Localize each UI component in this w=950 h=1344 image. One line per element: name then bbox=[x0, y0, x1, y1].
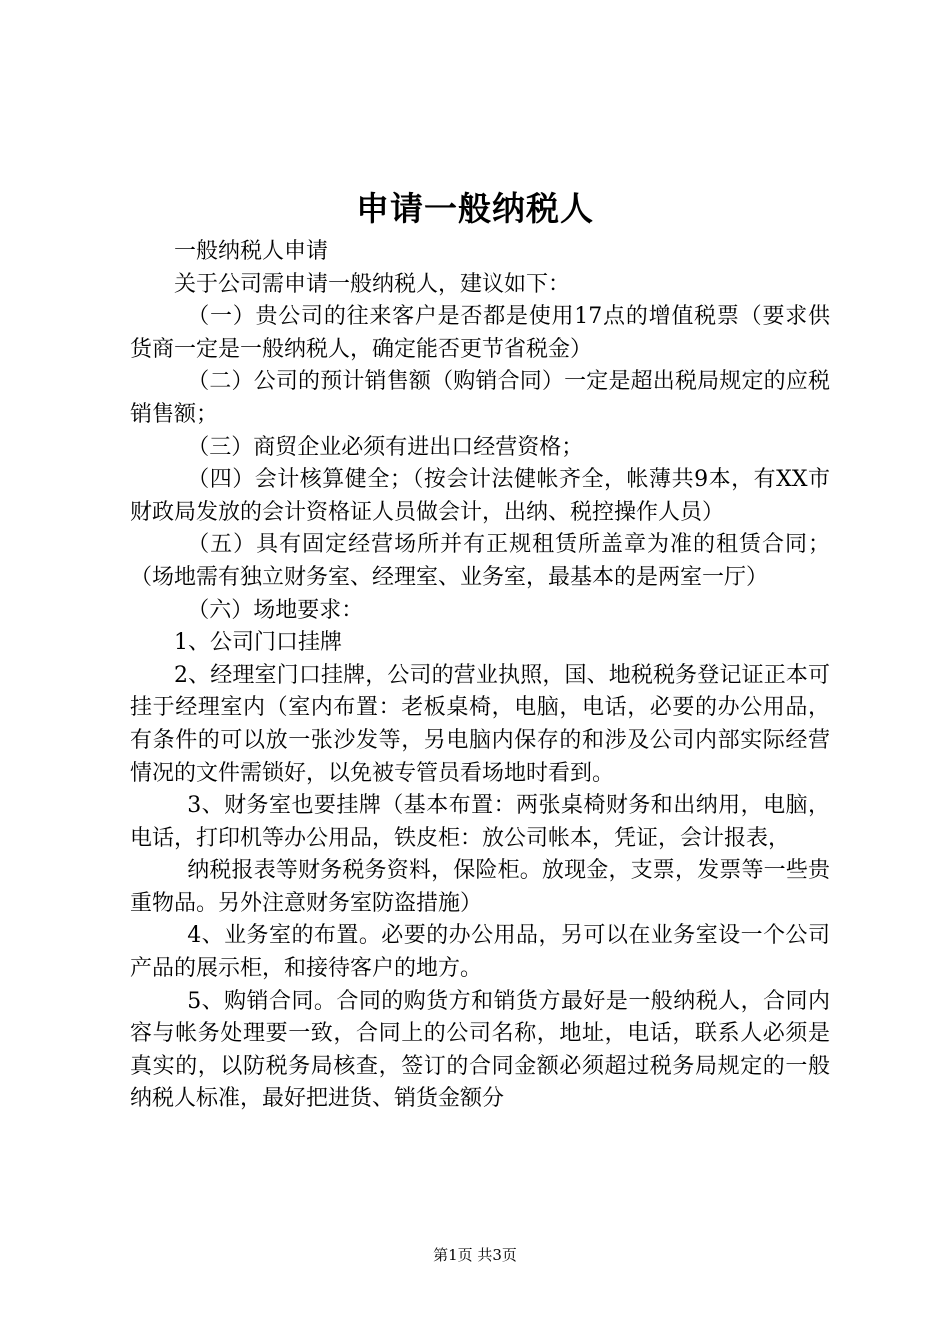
paragraph-sub-1: 1、公司门口挂牌 bbox=[174, 630, 342, 656]
paragraph-item-5: （五）具有固定经营场所并有正规租赁所盖章为准的租赁合同；（场地需有独立财务室、经理室、业务室，最基本的是两室一厅） bbox=[130, 532, 830, 590]
paragraph-sub-3-cont: 纳税报表等财务税务资料，保险柜。放现金，支票，发票等一些贵重物品。另外注意财务室防盗措施） bbox=[130, 858, 830, 916]
page-footer: 第1页 共3页 bbox=[433, 1246, 517, 1264]
paragraph-item-6: （六）场地要求： bbox=[187, 597, 364, 623]
paragraph-sub-5: 5、购销合同。合同的购货方和销货方最好是一般纳税人，合同内容与帐务处理要一致，合同上的公司名称，地址，电话，联系人必须是真实的，以防税务局核查，签订的合同金额必须超过税务局规定的一般纳税人标准，最好把进货、销货金额分 bbox=[130, 988, 830, 1112]
paragraph-subtitle: 一般纳税人申请 bbox=[174, 239, 329, 264]
paragraph-item-4: （四）会计核算健全；（按会计法健帐齐全，帐薄共9本，有XX市财政局发放的会计资格证人员做会计，出纳、税控操作人员） bbox=[130, 467, 830, 525]
paragraph-item-2: （二）公司的预计销售额（购销合同）一定是超出税局规定的应税销售额； bbox=[130, 369, 830, 427]
paragraph-intro: 关于公司需申请一般纳税人，建议如下： bbox=[174, 271, 571, 297]
document-title: 申请一般纳税人 bbox=[356, 189, 594, 228]
document-body bbox=[130, 236, 830, 1116]
paragraph-item-3: （三）商贸企业必须有进出口经营资格； bbox=[187, 434, 584, 460]
paragraph-sub-4: 4、业务室的布置。必要的办公用品，另可以在业务室设一个公司产品的展示柜，和接待客户的地方。 bbox=[130, 923, 830, 982]
paragraph-item-1: （一）贵公司的往来客户是否都是使用17点的增值税票（要求供货商一定是一般纳税人，确定能否更节省税金） bbox=[130, 304, 830, 362]
paragraph-sub-2: 2、经理室门口挂牌，公司的营业执照，国、地税税务登记证正本可挂于经理室内（室内布置：老板桌椅，电脑，电话，必要的办公用品，有条件的可以放一张沙发等，另电脑内保存的和涉及公司内部实际经营情况的文件需锁好，以免被专管员看场地时看到。 bbox=[130, 662, 830, 786]
paragraph-sub-3: 3、财务室也要挂牌（基本布置：两张桌椅财务和出纳用，电脑，电话，打印机等办公用品，铁皮柜：放公司帐本，凭证，会计报表， bbox=[130, 793, 830, 851]
